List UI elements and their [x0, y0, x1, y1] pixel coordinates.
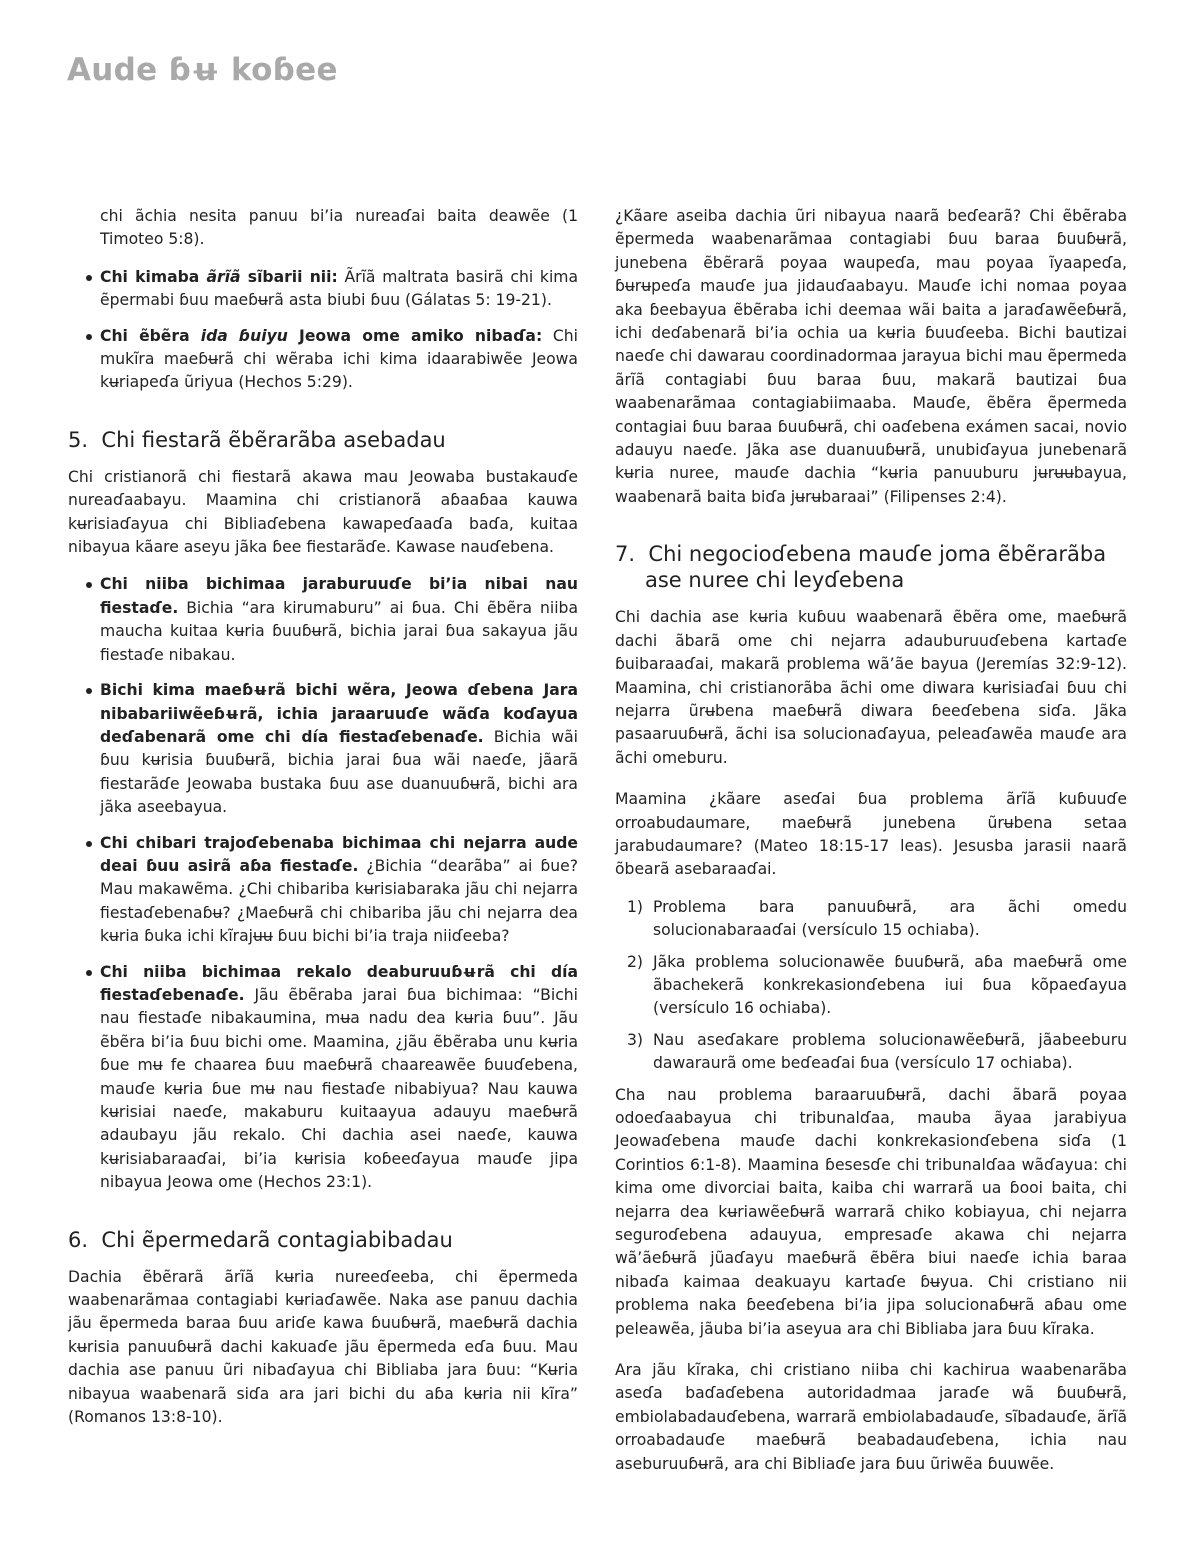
step-item: [615, 951, 1127, 1021]
step-number: 1): [627, 897, 644, 916]
bullet-item: [68, 266, 578, 313]
bullet-lead: Bichi kima maeɓʉrã bichi wẽra, Jeowa ɗebena Jara nibabariiwẽeɓʉrã, ichia jaraaruuɗe wãɗa koɗayua deɗabenarã ome chi día fiestaɗebenaɗe.: [100, 681, 578, 746]
section-7-paragraph-4: Ara jãu kĩraka, chi cristiano niiba chi kachirua waabenarãba aseɗa baɗaɗebena autoridadmaa jaraɗe wã ɓuuɓʉrã, embiolabadauɗebena, warrarã embiolabadauɗe, sĩbadauɗe, ãrĩã orroabadauɗe maeɓʉrã beabadauɗebena, ichia nau aseburuuɓʉrã, ara chi Bibliaɗe jara ɓuu ũriwẽa ɓuuwẽe.: [615, 1361, 1127, 1473]
bullet-lead: Chi niiba bichimaa jaraburuuɗe bi’ia nibai nau fiestaɗe.: [100, 575, 578, 617]
bullet-text: Bichia wãi ɓuu kʉrisia ɓuuɓʉrã, bichia jarai ɓua wãi naeɗe, jãarã fiestarãɗe Jeowaba bustaka ɓuu ase duanuuɓʉrã, bichi ara jãka aseebayua.: [100, 727, 578, 817]
section-6-continued: ¿Kãare aseiba dachia ũri nibayua naarã beɗearã? Chi ẽbẽraba ẽpermeda waabenarãmaa contagiabi ɓuu baraa ɓuuɓʉrã, junebena ẽbẽrarã poyaa waupeɗa, mau poyaa ĩyaapeɗa, ɓʉrʉpeɗa mauɗe jua jidauɗaabayu. Mauɗe ichi nomaa poyaa aka ɓeebayua ẽbẽraba ichi deemaa wãi baita a jaraɗawẽeɓʉrã, ichi deɗabenarã bi’ia ochia ua kʉria ɓuuɗeeba. Bichi bautizai naeɗe chi dawarau coordinadormaa jarayua bichi mau ẽpermeda ãrĩã contagiabi ɓuu baraa ɓuu, makarã bautizai ɓua waabenarãmaa contagiabiimaaba. Mauɗe, ẽbẽra ẽpermeda contagiai ɓuu baraa ɓuuɓʉrã, chi oaɗebena exámen sacai, novio adauyu naeɗe. Jãka ase duanuuɓʉrã, unubiɗayua junebenarã kʉria nuree, mauɗe dachia “kʉria panuuburu jʉrʉʉbayua, waabenarã baita biɗa jʉrʉbaraai” (Filipenses 2:4).: [615, 207, 1127, 506]
bullet-lead: Chi chibari trajoɗebenaba bichimaa chi nejarra aude deai ɓuu asirã aɓa fiestaɗe.: [100, 833, 578, 875]
section-7-paragraph-2: Maamina ¿kãare aseɗai ɓua problema ãrĩã kuɓuuɗe orroabudaumare, maeɓʉrã junebena ũrʉbena setaa jarabudaumare? (Mateo 18:15-17 leas). Jesusba jarasii naarã õbearã asebaraaɗai.: [615, 790, 1127, 879]
section-heading-6: 6. Chi ẽpermedarã contagiabibadau: [68, 1227, 453, 1252]
bullet-lead: Chi niiba bichimaa rekalo deaburuuɓʉrã chi día fiestaɗebenaɗe.: [100, 962, 578, 1004]
bullet-item: [68, 832, 578, 949]
bullet-lead: Chi ẽbẽra ida ɓuiyu Jeowa ome amiko nibaɗa:: [100, 326, 543, 345]
bullet-text: Bichia “ara kirumaburu” ai ɓua. Chi ẽbẽra niiba maucha kuitaa kʉria ɓuuɓʉrã, bichia jarai ɓua sakayua jãu fiestaɗe nibakau.: [100, 598, 578, 664]
bullet-item: [68, 961, 578, 1195]
bullet-text: Chi mukĩra maeɓʉrã chi wẽraba ichi kima idaarabiwẽe Jeowa kʉriapeɗa ũriyua (Hechos 5:29).: [100, 326, 579, 392]
section-5-intro: Chi cristianorã chi fiestarã akawa mau Jeowaba bustakauɗe nureaɗaabayu. Maamina chi cristianorã aɓaaɓaa kauwa kʉrisiaɗayua chi Bibliaɗebena kawapeɗaaɗa baɗa, kuitaa nibayua kãare aseyu jãka ɓee fiestarãɗe. Kawase nauɗebena.: [68, 467, 578, 557]
bullet-list-a: [68, 266, 578, 395]
bullet-list-5: [68, 573, 578, 1194]
section-6-intro: Dachia ẽbẽrarã ãrĩã kʉria nureeɗeeba, chi ẽpermeda waabenarãmaa contagiabi kʉriaɗawẽe. Naka ase panuu dachia jãu ẽpermeda baraa ɓuu ariɗe kawa ɓuuɓʉrã, maeɓʉrã dachia kʉrisia panuuɓʉrã dachi kakuaɗe jãu ẽpermeda eɗa ɓuu. Mau dachia ase panuu ũri nibaɗayua chi Bibliaba jara ɓuu: “Kʉria nibayua waabenarã siɗa ara jari bichi du aɓa kʉria nii kĩra” (Romanos 13:8-10).: [68, 1267, 578, 1427]
step-text: Nau aseɗakare problema solucionawẽeɓʉrã, jãabeeburu dawaraurã ome beɗeaɗai ɓua (versículo 17 ochiaba).: [653, 1030, 1127, 1073]
bullet-text: Jãu ẽbẽraba jarai ɓua bichimaa: “Bichi nau fiestaɗe nibakaumina, mʉa nadu dea kʉria ɓuu”. Jãu ẽbẽra bi’ia ɓuu bichi ome. Maamina, ¿jãu ẽbẽraba unu kʉria ɓue mʉ fe chaarea ɓuu maeɓʉrã chaareawẽe ɓuuɗebena, mauɗe kʉria ɓue mʉ nau fiestaɗe nibabiyua? Nau kauwa kʉrisiai naeɗe, makaburu kuitaayua adauyu maeɓʉrã adaubayu jãu rekalo. Chi dachia asei naeɗe, kauwa kʉrisiabaraaɗai, bi’ia kʉrisia koɓeeɗayua mauɗe jipa nibayua Jeowa ome (Hechos 23:1).: [100, 985, 578, 1192]
step-item: [615, 896, 1127, 943]
running-head: Aude ɓʉ koɓee: [67, 52, 338, 88]
step-item: [615, 1029, 1127, 1076]
bullet-item: [68, 573, 578, 667]
bullet-text: Ãrĩã maltrata basirã chi kima ẽpermabi ɓuu maeɓʉrã asta biubi ɓuu (Gálatas 5: 19-21).: [100, 267, 579, 310]
section-heading-5: 5. Chi fiestarã ẽbẽrarãba asebadau: [68, 427, 446, 452]
bullet-item: [68, 679, 578, 819]
section-7-paragraph-3: Cha nau problema baraaruuɓʉrã, dachi ãbarã poyaa odoeɗaabayua chi tribunalɗaa, mauba ãyaa jarabiyua Jeowaɗebena mauɗe dachi konkrekasionɗebena siɗa (1 Corintios 6:1-8). Maamina ɓesesɗe chi tribunalɗaa wãɗayua: chi kima ome divorciai baita, kaiba chi warrarã ua ɓooi baita, chi nejarra dea kʉriawẽeɓʉrã warrarã chiko kobiayua, chi nejarra seguroɗebena adauyua, empresaɗe akawa chi nejarra wã’ãeɓʉrã jũaɗayu maeɓʉrã ẽbẽra biui naeɗe ichia baraa nibaɗa kaimaa deakuayu kartaɗe ɓʉyua. Chi cristiano nii problema naka ɓeeɗebena bi’ia jipa solucionaɓʉrã aɓau ome peleawẽa, jãuba bi’ia aseyua ara chi Bibliaba jara ɓuu kĩraka.: [615, 1085, 1127, 1338]
right-column: [615, 205, 1127, 1476]
section-7-paragraph-1: Chi dachia ase kʉria kuɓuu waabenarã ẽbẽra ome, maeɓʉrã dachi ãbarã ome chi nejarra adauburuuɗebena kartaɗe ɓuibaraaɗai, makarã problema wã’ãe bayua (Jeremías 32:9-12). Maamina, chi cristianorãba ãchi ome diwara kʉrisiaɗai ɓuu chi nejarra ũrʉbena maeɓʉrã diwara ɓeeɗebena siɗa. Jãka pasaaruuɓʉrã, ãchi isa solucionaɗayua, peleaɗawẽa mauɗe ara ãchi omeburu.: [615, 608, 1127, 767]
bullet-lead: Chi kimaba ãrĩã sĩbarii nii:: [100, 267, 338, 286]
step-number: 2): [627, 952, 644, 971]
left-column: [68, 205, 578, 1429]
steps-list: [615, 896, 1127, 1076]
step-number: 3): [627, 1030, 644, 1049]
bullet-item: [68, 325, 578, 395]
continued-paragraph: chi ãchia nesita panuu bi’ia nureaɗai baita deawẽe (1 Timoteo 5:8).: [100, 207, 578, 249]
section-heading-7: 7. Chi negocioɗebena mauɗe joma ẽbẽrarãba ase nuree chi leyɗebena: [615, 542, 1107, 593]
step-text: Problema bara panuuɓʉrã, ara ãchi omedu solucionabaraaɗai (versículo 15 ochiaba).: [653, 897, 1127, 940]
bullet-text: ¿Bichia “dearãba” ai ɓue? Mau makawẽma. ¿Chi chibariba kʉrisiabaraka jãu chi nejarra fiestaɗebenaɓʉ? ¿Maeɓʉrã chi chibariba jãu chi nejarra dea kʉria ɓuka ichi kĩrajʉʉ ɓuu bichi bi’ia traja niiɗeeba?: [100, 856, 578, 946]
step-text: Jãka problema solucionawẽe ɓuuɓʉrã, aɓa maeɓʉrã ome ãbachekerã konkrekasionɗebena iui ɓua kõpaeɗayua (versículo 16 ochiaba).: [653, 952, 1127, 1018]
